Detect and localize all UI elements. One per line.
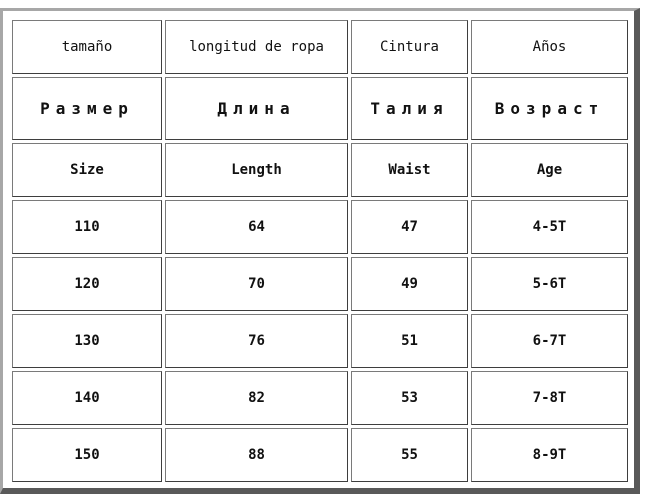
cell-size: 140 [12,371,162,425]
header-cell-length-ru: Длина [165,77,348,140]
cell-waist: 47 [351,200,468,254]
table-row [12,257,628,311]
cell-length: 64 [165,200,348,254]
cell-waist: 55 [351,428,468,482]
cell-size: 110 [12,200,162,254]
header-cell-waist-ru: Талия [351,77,468,140]
header-cell-waist-en: Waist [351,143,468,197]
header-cell-waist-es: Cintura [351,20,468,74]
table-row [12,314,628,368]
size-chart-frame [0,8,640,494]
header-cell-age-en: Age [471,143,628,197]
table-row [12,371,628,425]
header-cell-size-ru: Размер [12,77,162,140]
header-row-russian [12,77,628,140]
cell-waist: 49 [351,257,468,311]
cell-age: 8-9T [471,428,628,482]
cell-waist: 53 [351,371,468,425]
header-cell-age-es: Años [471,20,628,74]
table-row [12,200,628,254]
cell-length: 70 [165,257,348,311]
header-row-spanish [12,20,628,74]
header-cell-age-ru: Возраст [471,77,628,140]
header-cell-size-es: tamaño [12,20,162,74]
cell-age: 6-7T [471,314,628,368]
header-cell-size-en: Size [12,143,162,197]
cell-length: 82 [165,371,348,425]
cell-age: 5-6T [471,257,628,311]
cell-size: 150 [12,428,162,482]
header-cell-length-en: Length [165,143,348,197]
cell-size: 130 [12,314,162,368]
cell-waist: 51 [351,314,468,368]
table-row [12,428,628,482]
header-cell-length-es: longitud de ropa [165,20,348,74]
cell-age: 7-8T [471,371,628,425]
cell-size: 120 [12,257,162,311]
cell-age: 4-5T [471,200,628,254]
cell-length: 88 [165,428,348,482]
size-chart-table [9,17,631,485]
header-row-english [12,143,628,197]
cell-length: 76 [165,314,348,368]
